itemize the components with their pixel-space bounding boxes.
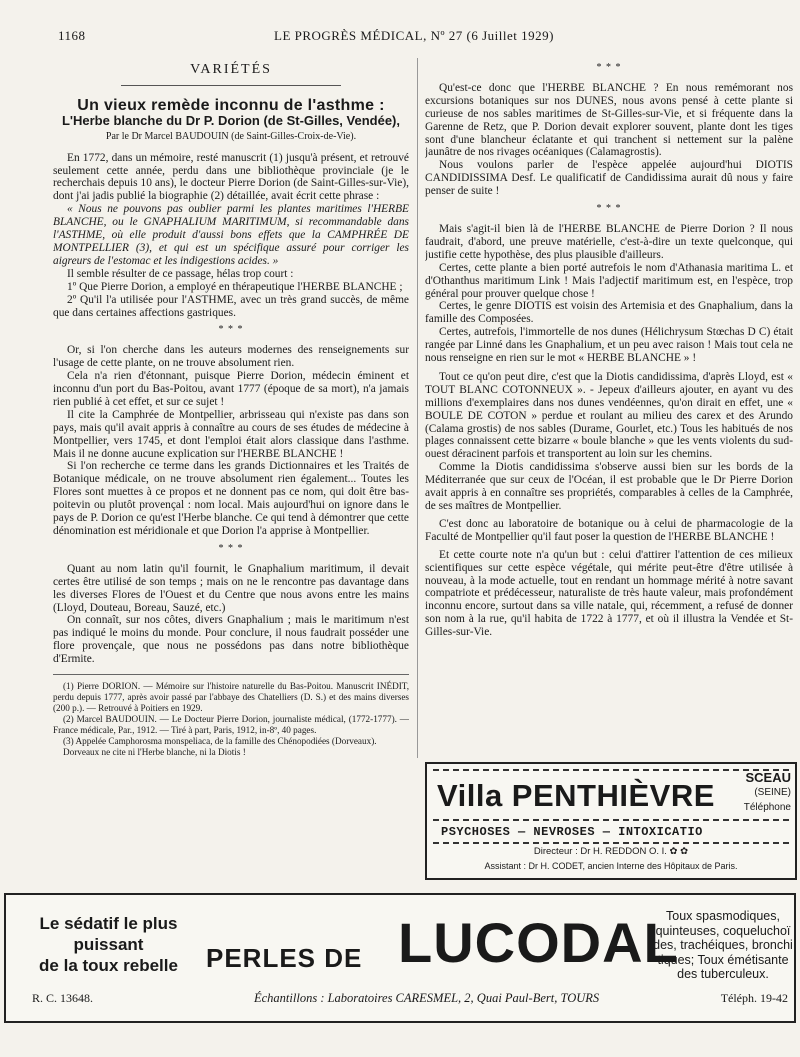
tagline-line: Le sédatif le plus bbox=[39, 914, 178, 933]
indication-line: Toux spasmodiques, bbox=[666, 909, 780, 923]
paragraph: Tout ce qu'on peut dire, c'est que la Diotis candidissima, d'après Lloyd, est « TOUT BLANC COTONNEUX ». - Jepeux d'ailleurs ajouter, en ayant vu des millions d'exemplaires dans nos dunes vendéennes, qu'on dirait en effet, une « BOULE DE COTON » perdue et roulant au milieu des carex et des Arundo (Calama grostis) de nos sables (Durame, Gourlet, etc.) Tous les habitués de nos plages connaissent cette bizarre « boule blanche » que les vents violents du sud-ouest déracinent parfois et transportent au loin sur les chemins. bbox=[425, 370, 793, 461]
paragraph: Quant au nom latin qu'il fournit, le Gnaphalium maritimum, il devait certes être utilisé de son temps ; mais on ne le rencontre pas davantage dans les diverses Flores de l'Ouest et du Centre que nous avons entre les mains (Lloyd, Douteau, Boreau, Sauzé, etc.) bbox=[53, 562, 409, 614]
paragraph: Il semble résulter de ce passage, hélas trop court : bbox=[67, 267, 294, 280]
villa-specialties: PSYCHOSES — NEVROSES — INTOXICATIO bbox=[441, 825, 703, 839]
paragraph: Nous voulons parler de l'espèce appelée aujourd'hui DIOTIS CANDIDISSIMA Desf. Le qualificatif de Candidissima aurait dû nous y faire penser de suite ! bbox=[425, 159, 793, 198]
paragraph: Cela n'a rien d'étonnant, puisque Pierre Dorion, médecin éminent et inconnu d'un port du Bas-Poitou, avant 1777 (époque de sa mort), n'a jamais rien publié à cet effet, et sur ce sujet ! bbox=[53, 370, 409, 408]
indication-line: des, trachéiques, bronchi bbox=[653, 938, 793, 952]
lucodal-advert bbox=[4, 893, 796, 1023]
paragraph: Mais s'agit-il bien là de l'HERBE BLANCHE de Pierre Dorion ? Il nous faudrait, d'abord, une preuve matérielle, c'est-à-dire un texte quelconque, qui justifie cette hypothèse, des plus plausible d'ailleurs. bbox=[425, 222, 793, 261]
paragraph: Or, si l'on cherche dans les auteurs modernes des renseignements sur l'usage de cette plante, on ne trouve absolument rien. bbox=[53, 344, 409, 370]
villa-phone: Téléphone bbox=[743, 802, 791, 813]
villa-director: Directeur : Dr H. REDDON O. I. ✿ ✿ bbox=[533, 846, 689, 857]
footnotes bbox=[53, 674, 409, 758]
paragraph: Et cette courte note n'a qu'un but : celui d'attirer l'attention de ces milieux scientifiques sur cette espèce végétale, qui mérite peut-être d'être utilisée à nouveau, à la mode actuelle, tout en rendant un hommage mérité à notre savant compatriote et prédécesseur, naturaliste de très haute valeur, mais profondément inconnu encore, surtout dans sa ville natale, qui, récemment, a refusé de donner son nom à la rue, qu'il habita de 1722 à 1777, et où il illustra la Vendée et St-Gilles-sur-Vie. bbox=[425, 548, 793, 639]
column-divider bbox=[417, 58, 418, 758]
article-subtitle: L'Herbe blanche du Dr P. Dorion (de St-Gilles, Vendée), bbox=[61, 112, 401, 128]
paragraph: Il cite la Camphrée de Montpellier, arbrisseau qui n'existe pas dans son pays, mais qu'il avait appris à connaître au cours de ses études de médecine à Montpellier, vers 1745, et dont l'emploi était alors classique dans l'asthme. Mais il ne donne aucune explication sur l'HERBE BLANCHE ! bbox=[53, 408, 409, 460]
indication-line: tiques; Toux émétisante bbox=[657, 952, 789, 967]
quotation: « Nous ne pouvons pas oublier parmi les plantes maritimes l'HERBE BLANCHE, ou le GNAPHALIUM MARITIMUM, si recommandable dans l'ASTHME, où elle produit d'aussi bons effets que la CAMPHRÉE DE MONTPELLIER (3), et qui est un spécifique assuré pour corriger les aigreurs de l'estomac et les indigestions acides. » bbox=[53, 203, 409, 267]
footnote: (1) Pierre DORION. — Mémoire sur l'histoire naturelle du Bas-Poitou. Manuscrit INÉDIT, perdu depuis 1777, après avoir passé par l'abbaye des Chatelliers (D. S.) et des mains diverses (200 p.). — Retrouvé à Poitiers en 1929. bbox=[53, 681, 409, 714]
indication-line: des tuberculeux. bbox=[677, 967, 769, 981]
page-number: 1168 bbox=[58, 28, 86, 43]
section-heading: VARIÉTÉS bbox=[190, 62, 272, 77]
perles-de-label: PERLES DE bbox=[206, 943, 363, 973]
footnote: (2) Marcel BAUDOUIN. — Le Docteur Pierre Dorion, journaliste médical, (1772-1777). — France médicale, Par., 1912. — Tiré à part, Paris, 1912, in-8º, 40 pages. bbox=[53, 714, 409, 736]
footnote: Dorveaux ne cite ni l'Herbe blanche, ni la Diotis ! bbox=[63, 747, 246, 758]
lucodal-tagline bbox=[16, 913, 201, 976]
section-break-stars: * * * bbox=[218, 542, 244, 554]
right-column bbox=[425, 62, 793, 758]
villa-department: (SEINE) bbox=[754, 787, 791, 798]
paragraph: C'est donc au laboratoire de botanique ou à celui de pharmacologie de la Faculté de Montpellier qu'il faut poser la question de l'HERBE BLANCHE ! bbox=[425, 517, 793, 543]
lucodal-phone: Téléph. 19-42 bbox=[720, 991, 788, 1005]
footnote: (3) Appelée Camphorosma monspeliaca, de la famille des Chénopodiées (Dorveaux). bbox=[63, 736, 377, 747]
tagline-line: puissant bbox=[73, 935, 144, 954]
paragraph: Certes, autrefois, l'immortelle de nos dunes (Hélichrysum Stœchas D C) était rangée par Linné dans les Gnaphalium, et un peu avec raison ! Mais tout cela ne nous renseigne en rien sur le mot « HERBE BLANCHE » ! bbox=[425, 326, 793, 365]
paragraph: Si l'on recherche ce terme dans les grands Dictionnaires et les Traités de Botanique médicale, on ne trouve absolument rien également... Toutes les Flores sont muettes à ce propos et ne donnent pas ce nom, qui doit être bas-poitevin ou plutôt provençal : nom local. Mais aujourd'hui on ignore dans le pays de P. Dorion ce qu'est l'Herbe blanche. Ce qui tend à démontrer que cette dénomination est méridionale et que Dorion l'a apprise à Montpellier. bbox=[53, 460, 409, 537]
indication-line: quinteuses, coqueluchoï bbox=[655, 923, 791, 938]
villa-penthievre-advert bbox=[425, 762, 797, 880]
lucodal-indications bbox=[650, 909, 796, 982]
paragraph: En 1772, dans un mémoire, resté manuscrit (1) jusqu'à présent, et retrouvé seulement cette année, perdu dans une bibliothèque provinciale (je le recherchais depuis 10 ans), le docteur Pierre Dorion (de Saint-Gilles-sur-Vie), dont j'ai jadis publié la biographie (2) détaillée, avait écrit cette phrase : bbox=[53, 151, 409, 203]
article-title: Un vieux remède inconnu de l'asthme : bbox=[77, 96, 385, 114]
paragraph: On connaît, sur nos côtes, divers Gnaphalium ; mais le maritimum n'est pas indiqué le moins du monde. Pour conclure, il nous faudrait posséder une flore provençale, que nous ne possédons pas dans notre bibliothèque d'Ermite. bbox=[53, 614, 409, 666]
paragraph: 2º Qu'il l'a utilisée pour l'ASTHME, avec un très grand succès, de même que dans certaines affections gastriques. bbox=[53, 293, 409, 319]
paragraph: Certes, le genre DIOTIS est voisin des Artemisia et des Gnaphalium, dans la famille des Composées. bbox=[425, 300, 793, 326]
dashed-rule bbox=[433, 819, 789, 821]
dashed-rule bbox=[433, 769, 789, 771]
paragraph: Comme la Diotis candidissima s'observe aussi bien sur les bords de la Méditerranée que sur ceux de l'Océan, il est probable que le Dr Pierre Dorion avait appris à en connaître ses propriétés, comparables à celles de la Camphrée, de ses maîtres de Montpellier. bbox=[425, 461, 793, 512]
villa-city: SCEAU bbox=[745, 770, 791, 785]
paragraph: 1º Que Pierre Dorion, a employé en thérapeutique l'HERBE BLANCHE ; bbox=[67, 280, 403, 293]
article-byline: Par le Dr Marcel BAUDOUIN (de Saint-Gilles-Croix-de-Vie). bbox=[105, 130, 357, 142]
section-break-stars: * * * bbox=[596, 203, 622, 215]
villa-location bbox=[744, 770, 791, 815]
section-break-stars: * * * bbox=[596, 62, 622, 73]
villa-name: Villa PENTHIÈVRE bbox=[437, 778, 715, 813]
section-break-stars: * * * bbox=[218, 324, 244, 336]
samples-address: Échantillons : Laboratoires CARESMEL, 2, Quai Paul-Bert, TOURS bbox=[254, 991, 600, 1005]
lucodal-brand: LUCODAL bbox=[398, 911, 679, 974]
dashed-rule bbox=[433, 842, 789, 844]
registry-number: R. C. 13648. bbox=[32, 991, 94, 1005]
paragraph: Qu'est-ce donc que l'HERBE BLANCHE ? En nous remémorant nos excursions botaniques sur nos DUNES, nous avons pensé à cette plante si curieuse de nos sables maritimes de St-Gilles-sur-Vie, et si fréquente dans la Garenne de Retz, que P. Dorion devait explorer souvent, plante dont les tiges sont d'une blancheur éclatante et qui tranchent si nettement sur la palène jaunâtre de nos rivages océaniques (Calamagrostis). bbox=[425, 81, 793, 159]
tagline-line: de la toux rebelle bbox=[39, 956, 178, 975]
running-header bbox=[50, 28, 786, 48]
section-rule bbox=[121, 85, 341, 86]
left-column bbox=[53, 58, 409, 758]
paragraph: Certes, cette plante a bien porté autrefois le nom d'Athanasia maritima L. et d'Othanthus maritimum Link ! Mais l'adjectif maritimum est, en l'espèce, trop général pour prouver quelque chose ! bbox=[425, 261, 793, 300]
journal-title: LE PROGRÈS MÉDICAL, Nº 27 (6 Juillet 1929) bbox=[274, 28, 554, 43]
villa-assistant: Assistant : Dr H. CODET, ancien Interne des Hôpitaux de Paris. bbox=[484, 861, 738, 871]
